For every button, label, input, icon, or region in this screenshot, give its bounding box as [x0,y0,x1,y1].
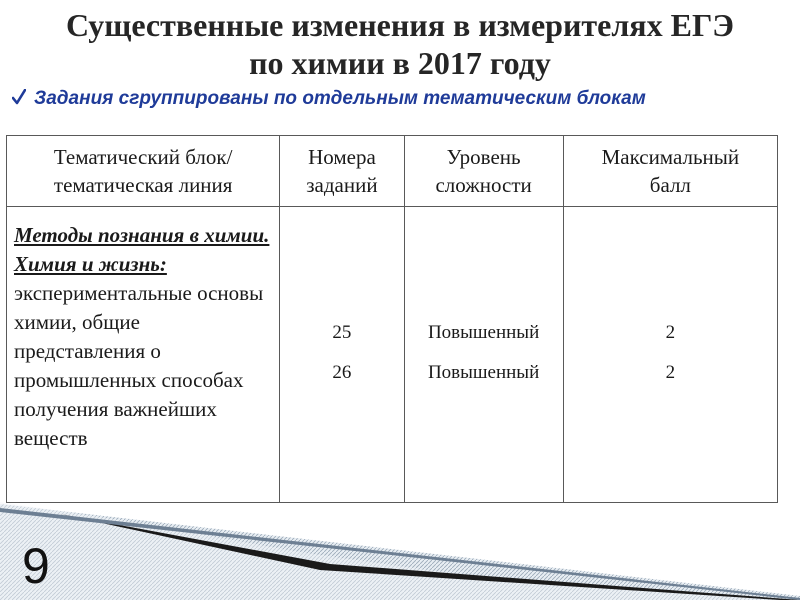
title-line-2: по химии в 2017 году [249,45,551,81]
header-thematic-block: Тематический блок/ тематическая линия [7,136,280,207]
task-numbers-cell [280,207,404,503]
difficulty-level: Повышенный [427,322,540,343]
header-max-score: Максимальный балл [563,136,777,207]
max-score: 2 [665,362,676,383]
task-number: 25 [332,322,352,343]
decorative-stripe [0,500,800,600]
difficulty-level: Повышенный [427,362,540,383]
checkmark-icon [12,89,26,105]
header-difficulty: Уровень сложности [404,136,563,207]
topic-cell [7,207,280,503]
table-row [7,207,778,503]
header-task-numbers: Номера заданий [280,136,404,207]
difficulty-cell [404,207,563,503]
bullet-point [12,88,646,110]
slide-title [0,6,800,82]
page-number: 9 [22,538,50,594]
topic-heading: Методы познания в химии. Химия и жизнь: [14,223,270,276]
exam-changes-table [6,135,778,503]
max-score: 2 [665,322,676,343]
max-score-cell [563,207,777,503]
bullet-text: Задания сгруппированы по отдельным тематическим блокам [34,88,646,109]
title-line-1: Существенные изменения в измерителях ЕГЭ [65,7,734,43]
topic-description: экспериментальные основы химии, общие представления о промышленных способах получения важнейших веществ [14,281,264,450]
task-number: 26 [332,362,352,383]
table-header-row [7,136,778,207]
